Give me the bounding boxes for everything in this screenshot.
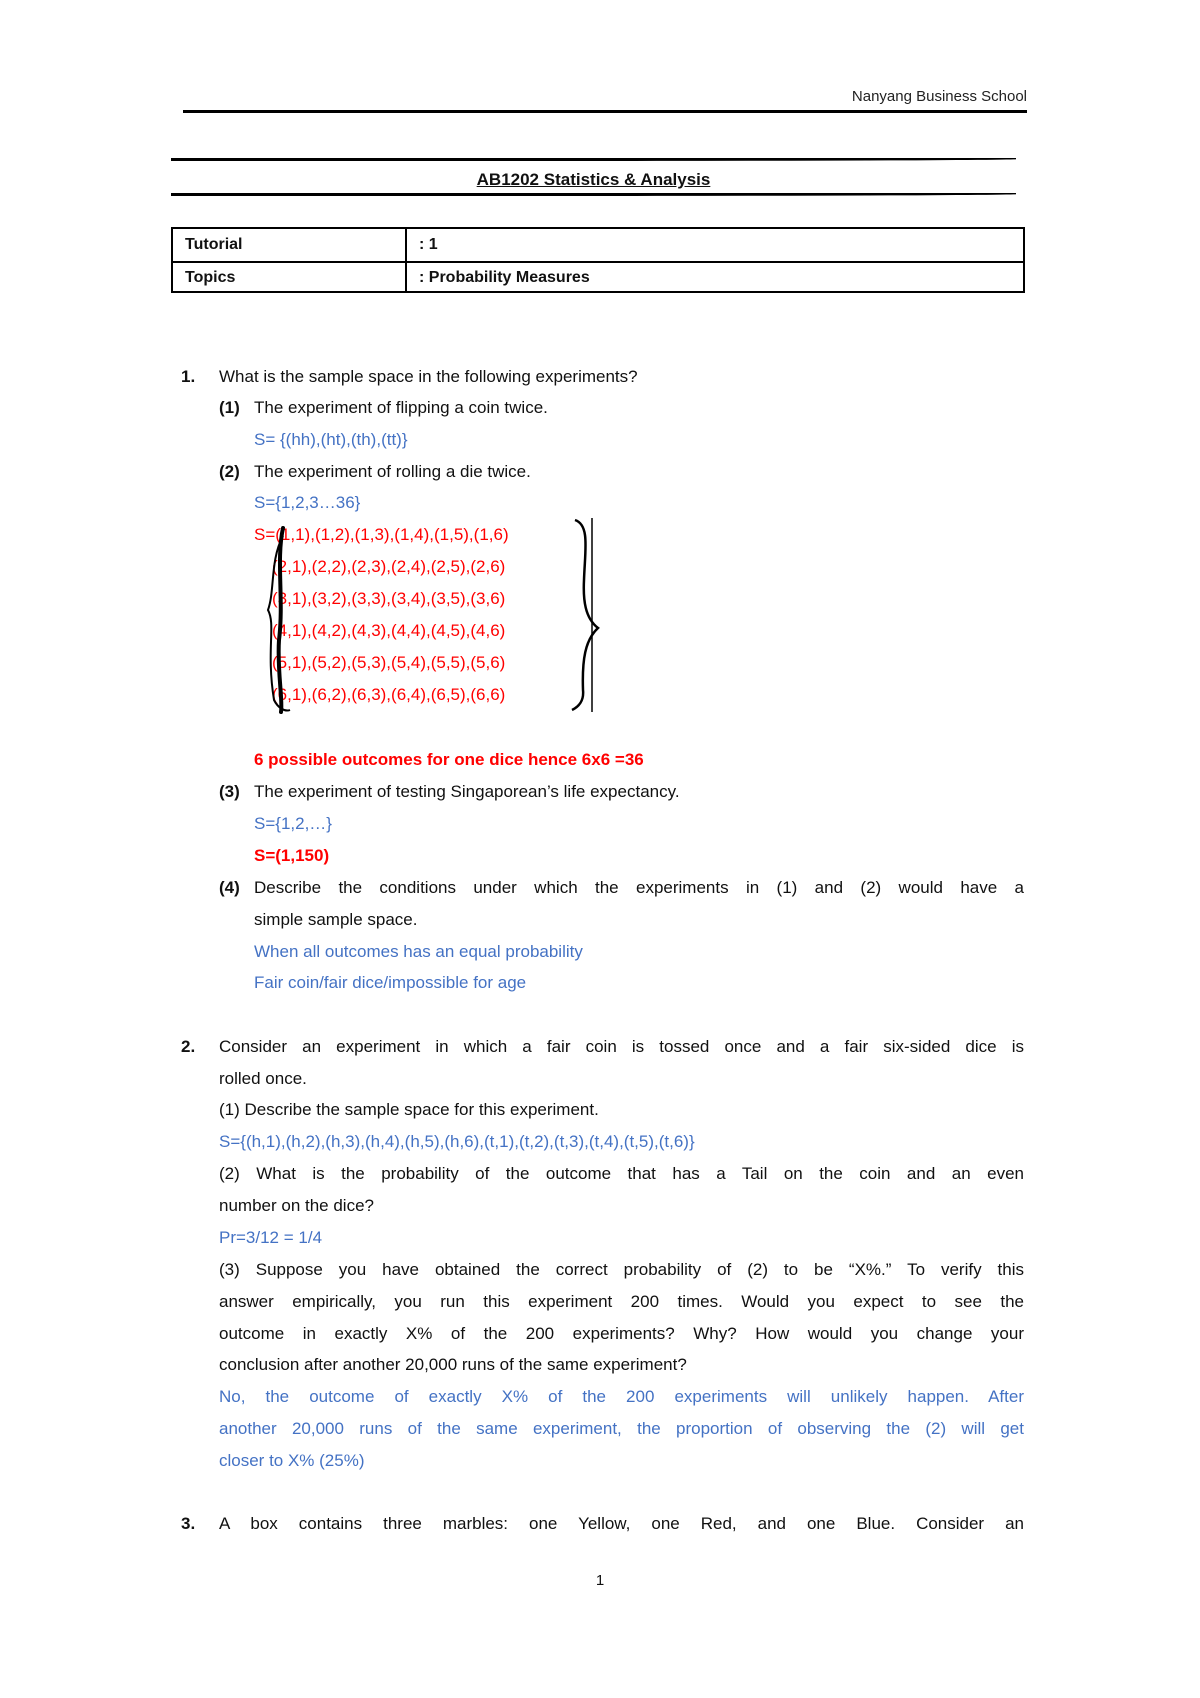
right-brace-stroke xyxy=(572,520,598,710)
q1-part4-text-line1: Describe the conditions under which the experiments in (1) and (2) would have a xyxy=(254,878,1024,897)
q2-part3-line4: conclusion after another 20,000 runs of the same experiment? xyxy=(219,1355,687,1374)
q2-part3-line2: answer empirically, you run this experiment 200 times. Would you expect to see the xyxy=(219,1292,1024,1311)
q1-part2-text: The experiment of rolling a die twice. xyxy=(254,462,531,481)
dice-matrix-row: (4,1),(4,2),(4,3),(4,4),(4,5),(4,6) xyxy=(272,621,506,640)
q1-number: 1. xyxy=(181,367,196,386)
q2-part2-answer: Pr=3/12 = 1/4 xyxy=(219,1228,323,1247)
q1-part2-label: (2) xyxy=(219,462,240,481)
topics-value: : Probability Measures xyxy=(419,269,590,286)
q2-part2-line1: (2) What is the probability of the outcome that has a Tail on the coin and an even xyxy=(219,1164,1024,1183)
q2-part3-answer-line1: No, the outcome of exactly X% of the 200 experiments will unlikely happen. After xyxy=(219,1387,1024,1406)
q2-part3-line1: (3) Suppose you have obtained the correct probability of (2) to be “X%.” To verify this xyxy=(219,1260,1024,1279)
q1-part3-label: (3) xyxy=(219,782,240,801)
q2-number: 2. xyxy=(181,1037,196,1056)
q1-part4-label: (4) xyxy=(219,878,240,897)
q1-part1-text: The experiment of flipping a coin twice. xyxy=(254,398,548,417)
dice-matrix-row: (3,1),(3,2),(3,3),(3,4),(3,5),(3,6) xyxy=(272,589,506,608)
q2-part1-answer: S={(h,1),(h,2),(h,3),(h,4),(h,5),(h,6),(t,1),(t,2),(t,3),(t,4),(t,5),(t,6)} xyxy=(219,1132,695,1151)
dice-matrix-row: S=(1,1),(1,2),(1,3),(1,4),(1,5),(1,6) xyxy=(254,525,509,544)
topics-label: Topics xyxy=(185,269,236,286)
q2-intro-line2: rolled once. xyxy=(219,1069,307,1088)
q2-part3-answer-line3: closer to X% (25%) xyxy=(219,1451,365,1470)
page-number: 1 xyxy=(595,1572,605,1589)
q1-part1-answer: S= {(hh),(ht),(th),(tt)} xyxy=(254,430,408,449)
q2-part3-answer-line2: another 20,000 runs of the same experiment, the proportion of observing the (2) will get xyxy=(219,1419,1024,1438)
q1-part3-answer: S={1,2,…} xyxy=(254,814,332,833)
q2-part3-line3: outcome in exactly X% of the 200 experiments? Why? How would you change your xyxy=(219,1324,1024,1343)
q1-part4-answer: When all outcomes has an equal probability xyxy=(254,942,583,961)
q1-part3-text: The experiment of testing Singaporean’s life expectancy. xyxy=(254,782,680,801)
life-expectancy-answer: S=(1,150) xyxy=(254,846,330,865)
dice-matrix-row: (5,1),(5,2),(5,3),(5,4),(5,5),(5,6) xyxy=(272,653,506,672)
dice-matrix-row: (6,1),(6,2),(6,3),(6,4),(6,5),(6,6) xyxy=(272,685,506,704)
q1-part2-answer: S={1,2,3…36} xyxy=(254,493,361,512)
q2-part2-line2: number on the dice? xyxy=(219,1196,374,1215)
course-title: AB1202 Statistics & Analysis xyxy=(476,170,711,189)
dice-matrix-row: (2,1),(2,2),(2,3),(2,4),(2,5),(2,6) xyxy=(272,557,506,576)
tutorial-label: Tutorial xyxy=(185,236,243,253)
q2-part1-text: (1) Describe the sample space for this experiment. xyxy=(219,1100,599,1119)
school-name: Nanyang Business School xyxy=(851,88,1027,105)
q1-text: What is the sample space in the following experiments? xyxy=(219,367,638,386)
q1-part4-text-line2: simple sample space. xyxy=(254,910,418,929)
q1-part4-answer: Fair coin/fair dice/impossible for age xyxy=(254,973,527,992)
tutorial-value: : 1 xyxy=(419,236,438,253)
q3-text: A box contains three marbles: one Yellow, one Red, and one Blue. Consider an xyxy=(219,1514,1024,1533)
q3-number: 3. xyxy=(181,1514,196,1533)
left-bracket-stroke xyxy=(279,528,283,712)
q2-intro-line1: Consider an experiment in which a fair coin is tossed once and a fair six-sided dice is xyxy=(219,1037,1024,1056)
q1-part1-label: (1) xyxy=(219,398,240,417)
dice-note: 6 possible outcomes for one dice hence 6x6 =36 xyxy=(254,750,644,769)
